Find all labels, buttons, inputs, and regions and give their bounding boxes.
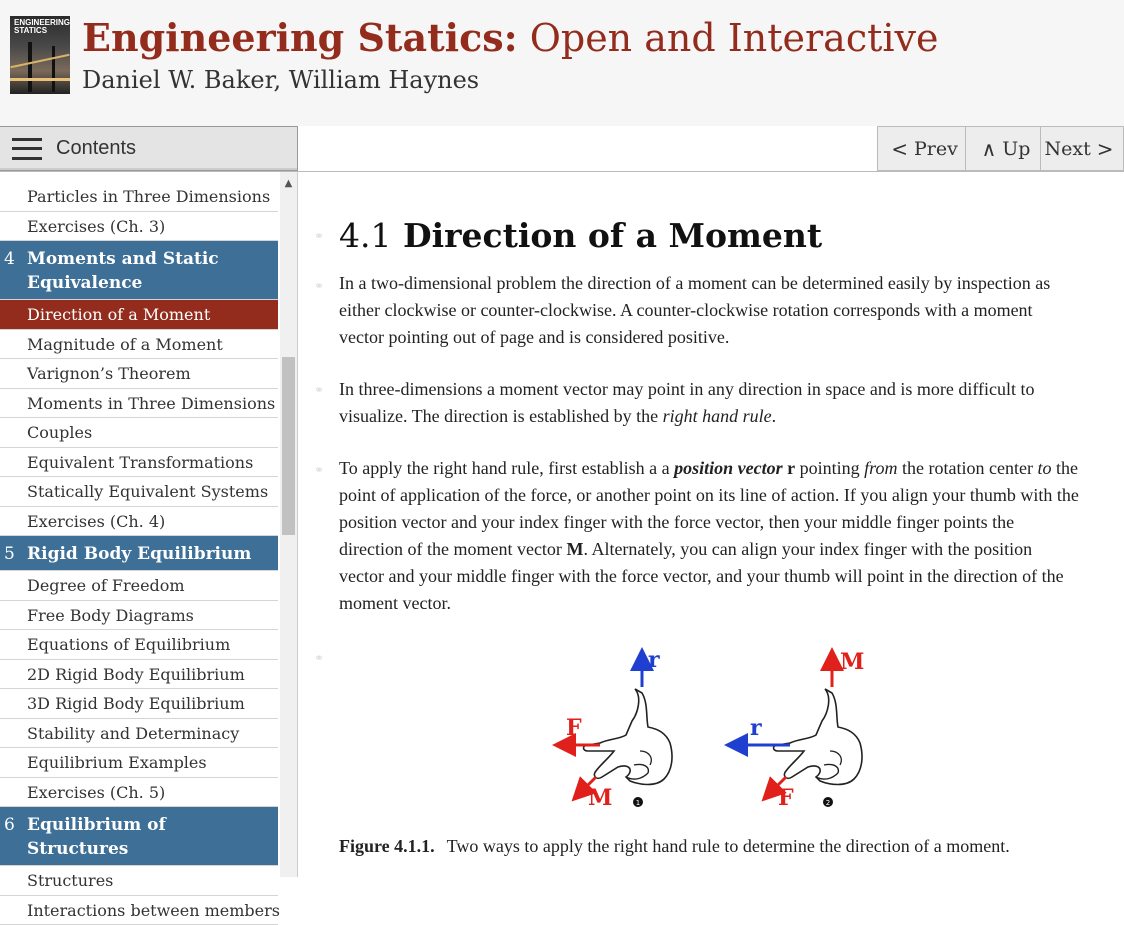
book-cover-image[interactable] <box>10 16 70 94</box>
toc-item[interactable]: Magnitude of a Moment <box>0 330 278 360</box>
toc-item[interactable]: Couples <box>0 418 278 448</box>
toc-item[interactable]: Interactions between members <box>0 896 278 925</box>
toc-chapter-number: 6 <box>4 813 15 837</box>
main-content <box>300 172 1124 877</box>
masthead <box>0 0 1124 126</box>
right-hand-rule-figure <box>530 647 900 817</box>
permalink-icon[interactable]: ⚭ <box>314 652 330 664</box>
toc-chapter-label: Moments and Static Equivalence <box>27 249 219 293</box>
toc-item[interactable]: Moments in Three Dimensions <box>0 389 278 419</box>
figure-caption-text: Two ways to apply the right hand rule to determine the direction of a moment. <box>447 836 1010 856</box>
vector-M: M <box>566 539 583 559</box>
toc-chapter-number: 4 <box>4 247 15 271</box>
left-F-label: F <box>566 715 582 741</box>
toc-list <box>0 182 278 925</box>
left-figure-number: 1 <box>636 799 640 807</box>
left-hand-outline <box>584 689 673 785</box>
toc-chapter-label: Rigid Body Equilibrium <box>27 544 251 564</box>
chevron-left-icon: < <box>891 137 908 161</box>
up-label: Up <box>1002 138 1030 160</box>
paragraph-3d-moment: In three-dimensions a moment vector may point in any direction in space and is more difficult to visualize. The direction is established by the right hand rule. <box>339 376 1079 430</box>
navigation-buttons <box>877 126 1124 171</box>
prev-button[interactable] <box>877 126 965 171</box>
toc-item[interactable]: Degree of Freedom <box>0 571 278 601</box>
section-number: 4.1 <box>339 216 391 255</box>
prev-label: Prev <box>914 138 958 160</box>
paragraph-2d-moment: In a two-dimensional problem the direction of a moment can be determined easily by inspection as either clockwise or counter-clockwise. A counter-clockwise rotation corresponds with a moment vector pointing out of page and is considered positive. <box>339 270 1079 351</box>
right-M-label: M <box>840 649 864 675</box>
right-r-label: r <box>750 715 762 741</box>
up-button[interactable] <box>965 126 1040 171</box>
contents-label: Contents <box>56 137 136 160</box>
next-label: Next <box>1045 138 1091 160</box>
toc-item[interactable]: 3D Rigid Body Equilibrium <box>0 689 278 719</box>
toc-item[interactable]: Exercises (Ch. 3) <box>0 212 278 242</box>
sidebar-scrollbar[interactable] <box>280 172 297 877</box>
toc-item-active[interactable]: Direction of a Moment <box>0 300 278 330</box>
toc-chapter-4[interactable] <box>0 241 278 300</box>
right-F-label: F <box>778 785 794 811</box>
left-r-label: r <box>648 647 660 673</box>
toc-item[interactable]: Exercises (Ch. 5) <box>0 778 278 808</box>
toc-chapter-5[interactable] <box>0 536 278 571</box>
toc-item[interactable]: Particles in Three Dimensions <box>0 182 278 212</box>
cover-bridge-lights <box>10 78 70 81</box>
hamburger-menu-icon <box>12 138 42 160</box>
vector-r: r <box>787 458 795 478</box>
book-title-main: Engineering Statics: <box>82 15 518 60</box>
figure-caption <box>339 834 1010 858</box>
chevron-up-icon: ∧ <box>982 137 997 161</box>
section-title <box>339 216 822 256</box>
toc-chapter-number: 5 <box>4 542 15 566</box>
right-hand-outline <box>774 689 863 785</box>
left-hand-diagram <box>564 647 672 811</box>
toolbar <box>0 126 1124 172</box>
toc-item[interactable]: 2D Rigid Body Equilibrium <box>0 660 278 690</box>
scroll-up-arrow-icon[interactable]: ▲ <box>280 176 297 192</box>
paragraph-apply-rule: To apply the right hand rule, first establish a a position vector r pointing from the rotation center to the point of application of the force, or another point on its line of action. If you align your thumb with the position vector and your index finger with the force vector, then your middle finger points the direction of the moment vector M. Alternately, you can align your index finger with the position vector and your middle finger with the force vector, and your thumb will point in the direction of the moment vector. <box>339 455 1079 617</box>
toc-item[interactable]: Equations of Equilibrium <box>0 630 278 660</box>
permalink-icon[interactable]: ⚭ <box>314 230 330 242</box>
toc-item[interactable]: Statically Equivalent Systems <box>0 477 278 507</box>
book-authors: Daniel W. Baker, William Haynes <box>82 64 479 96</box>
cover-bridge-cable <box>10 54 69 68</box>
left-M-label: M <box>588 785 612 811</box>
right-hand-diagram <box>736 649 864 811</box>
right-hand-rule-term: right hand rule <box>663 406 772 426</box>
permalink-icon[interactable]: ⚭ <box>314 464 330 476</box>
toc-chapter-label: Equilibrium of Structures <box>27 815 166 859</box>
toc-item[interactable]: Exercises (Ch. 4) <box>0 507 278 537</box>
toc-item[interactable]: Free Body Diagrams <box>0 601 278 631</box>
contents-toggle-button[interactable] <box>0 126 298 171</box>
toc-item[interactable]: Equivalent Transformations <box>0 448 278 478</box>
chevron-right-icon: > <box>1097 137 1114 161</box>
section-title-text: Direction of a Moment <box>403 216 822 255</box>
cover-bridge-tower <box>28 42 32 92</box>
figure-label: Figure 4.1.1. <box>339 836 435 856</box>
position-vector-term: position vector <box>674 458 783 478</box>
scrollbar-thumb[interactable] <box>282 357 295 535</box>
toc-chapter-6[interactable] <box>0 807 278 866</box>
permalink-icon[interactable]: ⚭ <box>314 280 330 292</box>
book-title[interactable] <box>82 14 939 62</box>
right-figure-number: 2 <box>826 799 830 807</box>
toc-item[interactable]: Varignon’s Theorem <box>0 359 278 389</box>
cover-bridge-tower <box>52 46 55 92</box>
book-title-subtitle: Open and Interactive <box>518 16 939 60</box>
toc-item[interactable]: Equilibrium Examples <box>0 748 278 778</box>
cover-title: ENGINEERING STATICS <box>14 19 66 35</box>
next-button[interactable] <box>1040 126 1124 171</box>
toc-item[interactable]: Stability and Determinacy <box>0 719 278 749</box>
permalink-icon[interactable]: ⚭ <box>314 384 330 396</box>
toc-item[interactable]: Structures <box>0 866 278 896</box>
table-of-contents-sidebar <box>0 172 298 877</box>
